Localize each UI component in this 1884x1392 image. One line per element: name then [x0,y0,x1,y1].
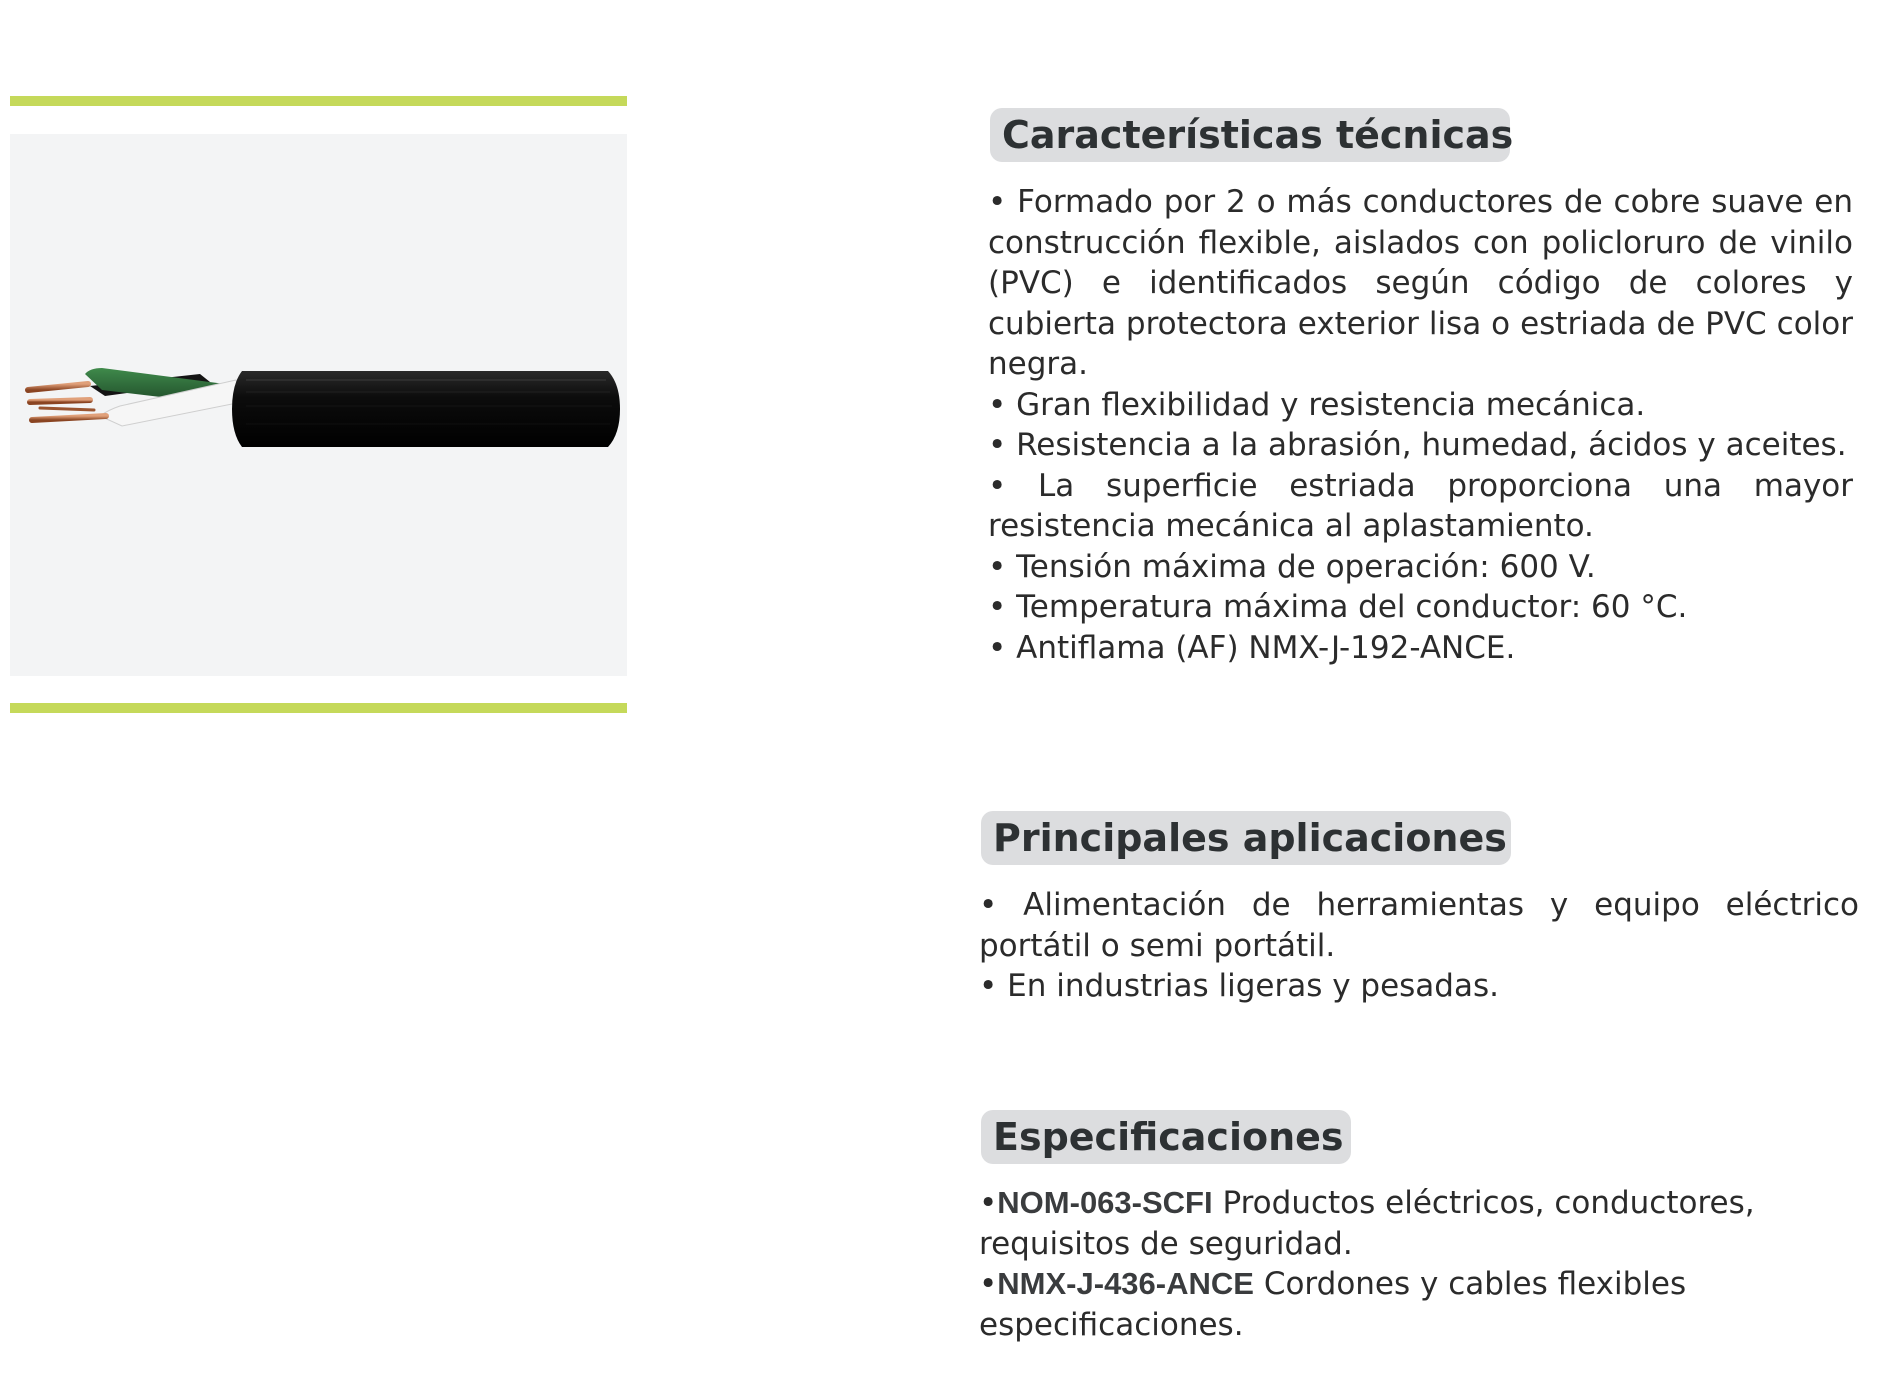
especificaciones-list [979,1183,1859,1345]
standard-description: Cordones y cables flexibles especificaciones. [979,1266,1687,1343]
product-photo [10,134,627,676]
standard-code: NMX-J-436-ANCE [997,1266,1254,1301]
list-item: • Temperatura máxima del conductor: 60 °C. [988,589,1688,625]
spec-item [979,1264,1859,1345]
list-item: • Formado por 2 o más conductores de cobre suave en construcción flexible, aislados con policloruro de vinilo (PVC) e identificados según código de colores y cubierta protectora exterior lisa o estriada de PVC color negra. [988,184,1853,382]
list-item: • Antiflama (AF) NMX-J-192-ANCE. [988,629,1516,666]
list-item: • En industrias ligeras y pesadas. [979,968,1499,1004]
standard-description: Productos eléctricos, conductores, requisitos de seguridad. [979,1185,1755,1262]
list-item: • La superficie estriada proporciona una mayor resistencia mecánica al aplastamiento. [988,467,1853,544]
accent-bar-bottom [10,703,627,713]
bullet: • [979,1185,998,1221]
aplicaciones-heading: Principales aplicaciones [981,811,1511,865]
list-item: • Resistencia a la abrasión, humedad, ácidos y aceites. [988,427,1847,463]
spec-item [979,1183,1859,1264]
caracteristicas-heading: Características técnicas [990,108,1510,162]
especificaciones-heading: Especificaciones [981,1110,1351,1164]
accent-bar-top [10,96,627,106]
list-item: • Alimentación de herramientas y equipo eléctrico portátil o semi portátil. [979,887,1859,964]
caracteristicas-list [988,182,1853,668]
standard-code: NOM-063-SCFI [997,1185,1213,1220]
three-conductor-cable-photo-icon [10,134,627,676]
aplicaciones-list [979,885,1859,1007]
list-item: • Gran flexibilidad y resistencia mecánica. [988,386,1646,423]
list-item: • Tensión máxima de operación: 600 V. [988,548,1596,585]
bullet: • [979,1266,998,1302]
